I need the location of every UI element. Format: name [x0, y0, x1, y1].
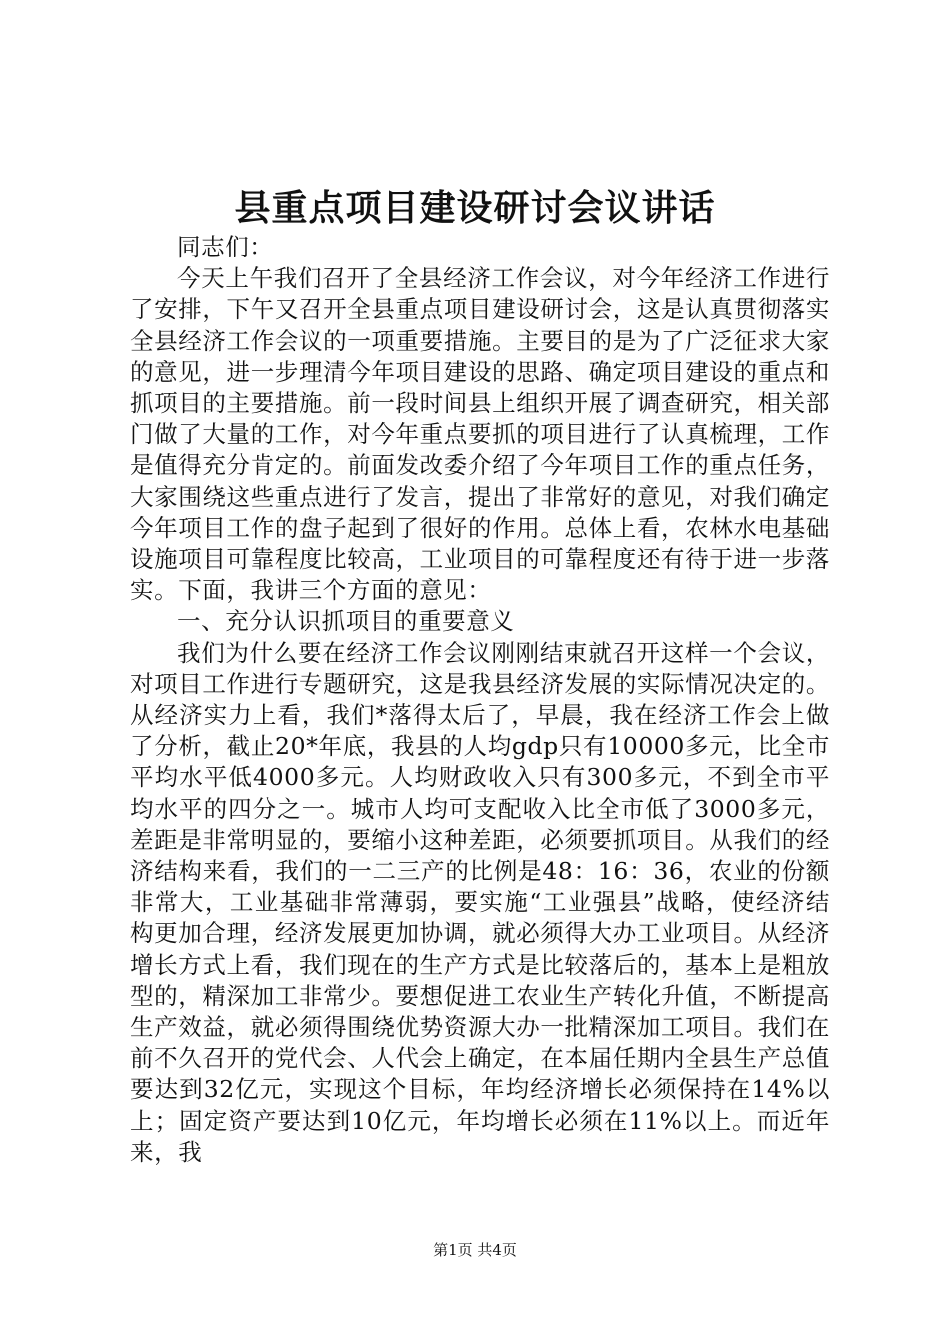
body-paragraph: 我们为什么要在经济工作会议刚刚结束就召开这样一个会议，对项目工作进行专题研究，这是我县经济发展的实际情况决定的。从经济实力上看，我们*落得太后了，早晨，我在经济工作会上做了分析，截止20*年底，我县的人均gdp只有10000多元，比全市平均水平低4000多元。人均财政收入只有300多元，不到全市平均水平的四分之一。城市人均可支配收入比全市低了3000多元，差距是非常明显的，要缩小这种差距，必须要抓项目。从我们的经济结构来看，我们的一二三产的比例是48：16：36，农业的份额非常大，工业基础非常薄弱，要实施“工业强县”战略，使经济结构更加合理，经济发展更加协调，就必须得大办工业项目。从经济增长方式上看，我们现在的生产方式是比较落后的，基本上是粗放型的，精深加工非常少。要想促进工农业生产转化升值，不断提高生产效益，就必须得围绕优势资源大办一批精深加工项目。我们在前不久召开的党代会、人代会上确定，在本届任期内全县生产总值要达到32亿元，实现这个目标，年均经济增长必须保持在14%以上；固定资产要达到10亿元，年均增长必须在11%以上。而近年来，我: [130, 638, 830, 1166]
document-body: [130, 232, 830, 1168]
salutation-paragraph: 同志们：: [177, 233, 274, 261]
intro-paragraph: 今天上午我们召开了全县经济工作会议，对今年经济工作进行了安排，下午又召开全县重点项目建设研讨会，这是认真贯彻落实全县经济工作会议的一项重要措施。主要目的是为了广泛征求大家的意见，进一步理清今年项目建设的思路、确定项目建设的重点和抓项目的主要措施。前一段时间县上组织开展了调查研究，相关部门做了大量的工作，对今年重点要抓的项目进行了认真梳理，工作是值得充分肯定的。前面发改委介绍了今年项目工作的重点任务，大家围绕这些重点进行了发言，提出了非常好的意见，对我们确定今年项目工作的盘子起到了很好的作用。总体上看，农林水电基础设施项目可靠程度比较高，工业项目的可靠程度还有待于进一步落实。下面，我讲三个方面的意见：: [130, 264, 830, 605]
document-title: 县重点项目建设研讨会议讲话: [234, 188, 716, 229]
page-footer: 第1页 共4页: [433, 1241, 517, 1259]
section-heading: 一、充分认识抓项目的重要意义: [177, 607, 515, 636]
